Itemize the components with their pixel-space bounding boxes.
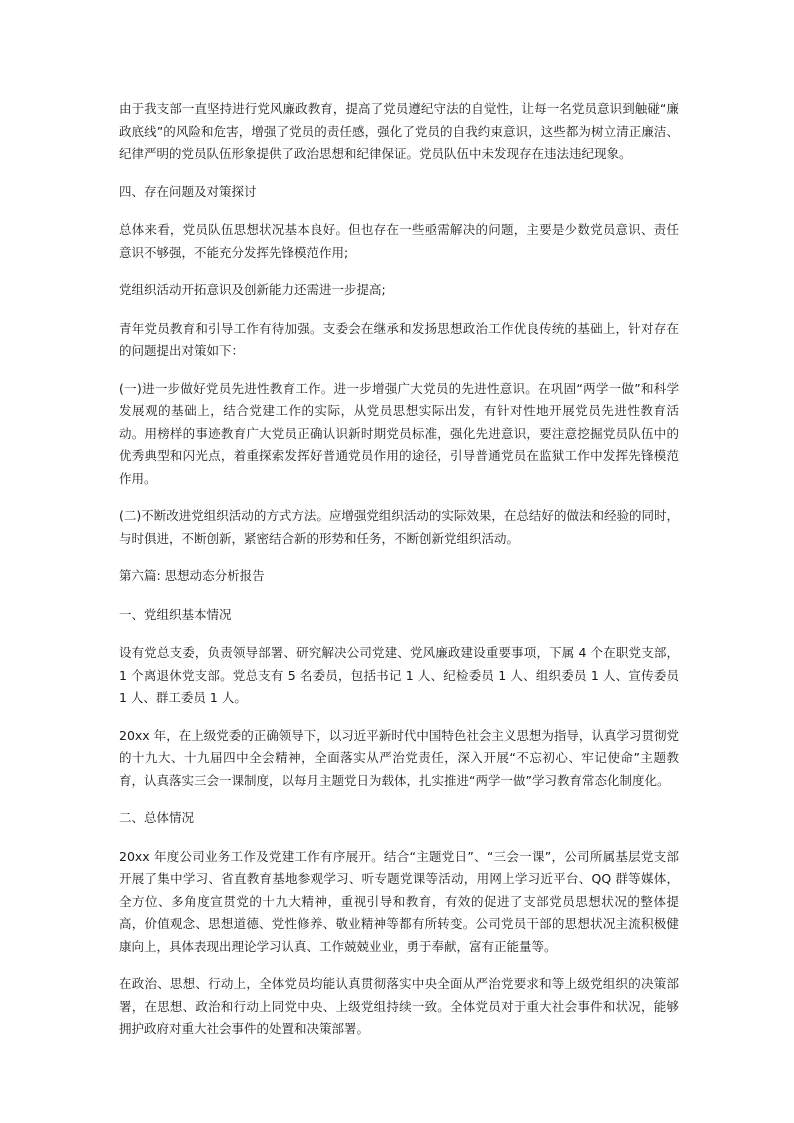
section-heading-basic-info: 一、党组织基本情况 — [119, 606, 232, 622]
paragraph-innovation-issue: 党组织活动开拓意识及创新能力还需进一步提高; — [119, 282, 386, 297]
paragraph-organization: 设有党总支委，负责领导部署、研究解决公司党建、党风廉政建设重要事项，下属 4 个在职党支部，1 个离退休党支部。党总支有 5 名委员，包括书记 1 人、纪检委员 1 人、组织委员 1 人、宣传委员 1 人、群工委员 1 人。 — [119, 645, 679, 705]
paragraph-business-work: 20xx 年度公司业务工作及党建工作有序展开。结合“主题党日”、“三会一课”，公司所属基层党支部开展了集中学习、省直教育基地参观学习、听专题党课等活动，用网上学习近平台、QQ 群等媒体，全方位、多角度宣贯党的十九大精神，重视引导和教育，有效的促进了支部党员思想状况的整体提高，价值观念、思想道德、党性修养、敬业精神等都有所转变。公司党员干部的思想状况主流积极健康向上，具体表现出理论学习认真、工作兢兢业业，勇于奉献，富有正能量等。 — [119, 848, 679, 954]
chapter-heading-six: 第六篇: 思想动态分析报告 — [119, 568, 265, 583]
paragraph-youth-education: 青年党员教育和引导工作有待加强。支委会在继承和发扬思想政治工作优良传统的基础上，针对存在的问题提出对策如下： — [119, 320, 679, 358]
section-heading-overall: 二、总体情况 — [119, 810, 195, 825]
document-body — [119, 98, 679, 1056]
paragraph-overall-assessment: 总体来看，党员队伍思想状况基本良好。但也存在一些亟需解决的问题，主要是少数党员意识、责任意识不够强，不能充分发挥先锋模范作用; — [119, 222, 679, 260]
paragraph-political-stance: 在政治、思想、行动上，全体党员均能认真贯彻落实中央全面从严治党要求和等上级党组织的决策部署，在思想、政治和行动上同党中央、上级党组持续一致。全体党员对于重大社会事件和状况，能够拥护政府对重大社会事件的处置和决策部署。 — [119, 976, 679, 1036]
paragraph-discipline-education: 由于我支部一直坚持进行党风廉政教育，提高了党员遵纪守法的自觉性，让每一名党员意识到触碰“廉政底线”的风险和危害，增强了党员的责任感，强化了党员的自我约束意识，这些都为树立清正廉洁、纪律严明的党员队伍形象提供了政治思想和纪律保证。党员队伍中未发现存在违法违纪现象。 — [119, 101, 679, 161]
paragraph-year-summary: 20xx 年，在上级党委的正确领导下，以习近平新时代中国特色社会主义思想为指导，认真学习贯彻党的十九大、十九届四中全会精神，全面落实从严治党责任，深入开展“不忘初心、牢记使命”主题教育，认真落实三会一课制度，以每月主题党日为载体，扎实推进“两学一做”学习教育常态化制度化。 — [119, 727, 679, 788]
paragraph-measure-one: (一)进一步做好党员先进性教育工作。进一步增强广大党员的先进性意识。在巩固“两学一做”和科学发展观的基础上，结合党建工作的实际，从党员思想实际出发，有针对性地开展党员先进性教育活动。用榜样的事迹教育广大党员正确认识新时期党员标准，强化先进意识，要注意挖掘党员队伍中的优秀典型和闪光点，着重探索发挥好普通党员作用的途径，引导普通党员在监狱工作中发挥先锋模范作用。 — [119, 380, 679, 486]
paragraph-measure-two: (二)不断改进党组织活动的方式方法。应增强党组织活动的实际效果，在总结好的做法和经验的同时，与时俱进，不断创新，紧密结合新的形势和任务，不断创新党组织活动。 — [119, 508, 679, 546]
section-heading-problems: 四、存在问题及对策探讨 — [119, 183, 257, 199]
